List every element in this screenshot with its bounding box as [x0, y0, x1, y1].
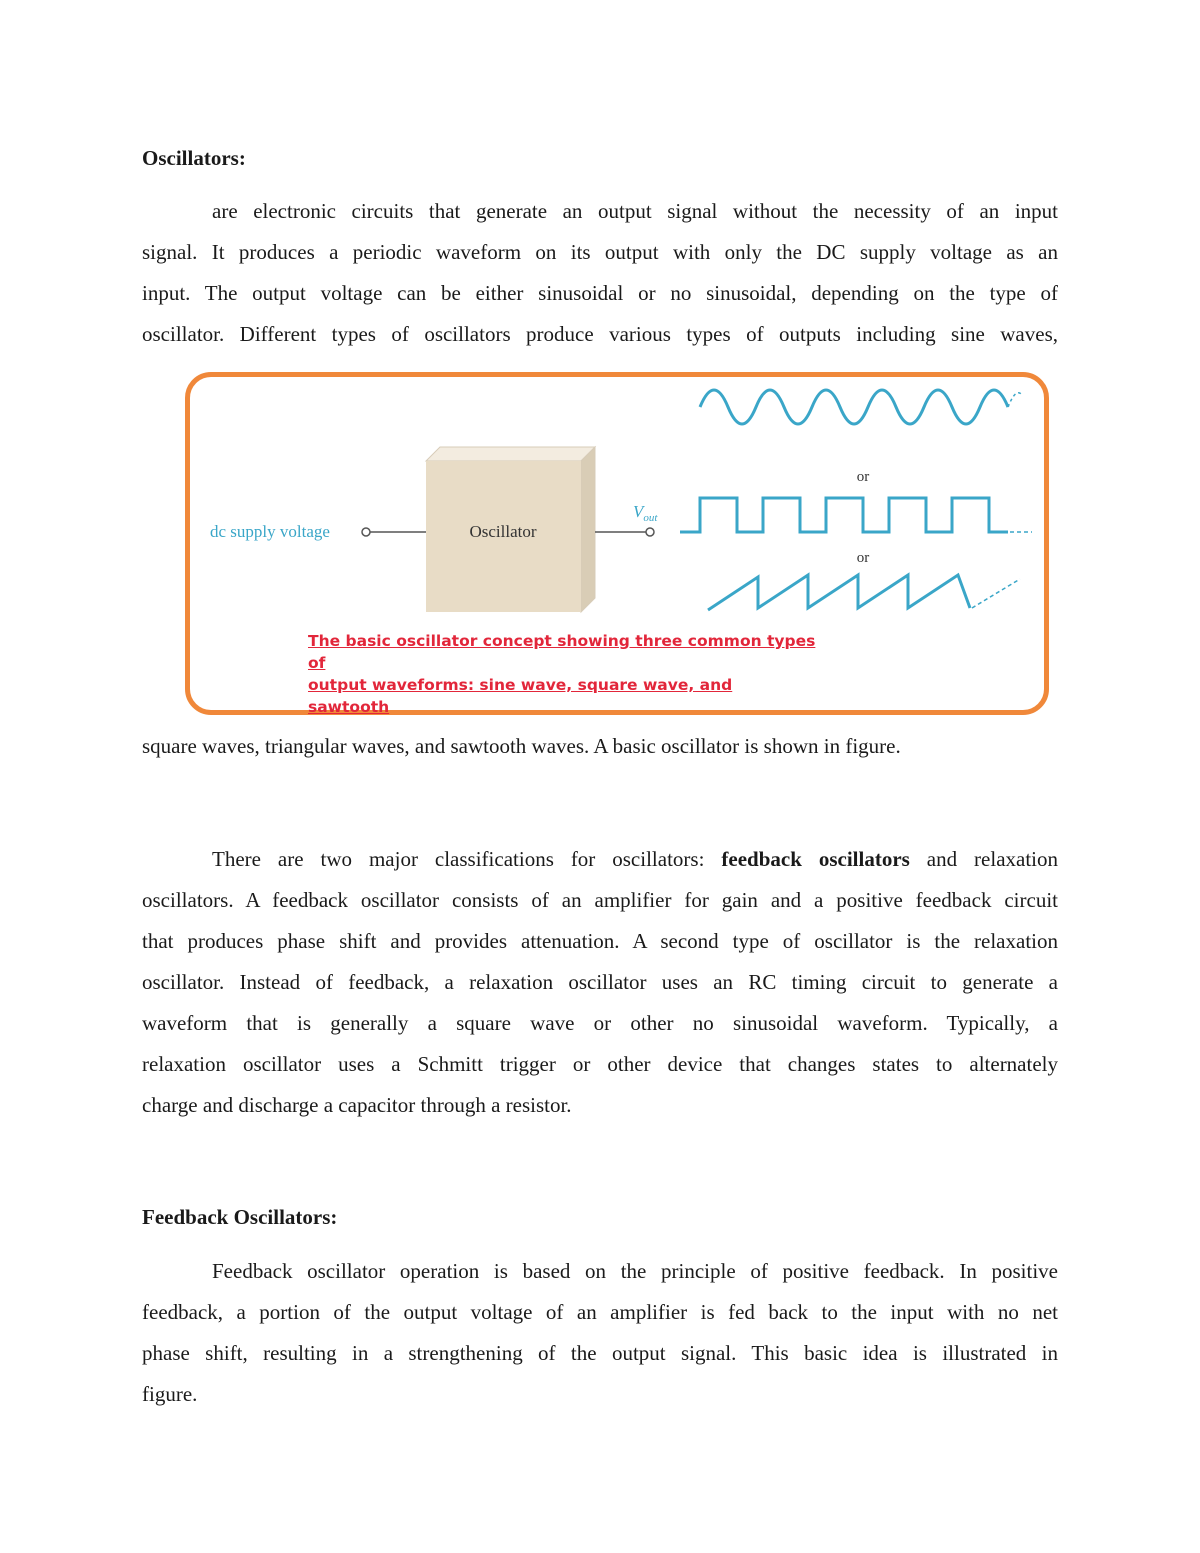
vout-label: $V_{out}$	[633, 502, 658, 524]
text-line: phase shift, resulting in a strengthening of the output signal. This basic idea is illustrated in	[142, 1341, 1058, 1365]
block-side-face	[581, 447, 595, 612]
or-label-2: or	[856, 550, 870, 566]
caption-line: output waveforms: sine wave, square wave, and	[308, 676, 733, 694]
feedback-paragraph	[142, 1251, 1058, 1415]
text-fragment: There are two major classifications for oscillators:	[212, 847, 722, 871]
intro-paragraph	[142, 191, 1058, 355]
text-line: signal. It produces a periodic waveform on its output with only the DC supply voltage as an	[142, 240, 1058, 264]
classification-paragraph	[142, 839, 1058, 1126]
text-line: that produces phase shift and provides attenuation. A second type of oscillator is the relaxation	[142, 929, 1058, 953]
oscillator-figure	[185, 372, 1049, 715]
sine-waveform	[700, 390, 1008, 424]
caption-line: The basic oscillator concept showing three common types of	[308, 632, 816, 672]
sine-continuation	[1008, 393, 1022, 407]
text-line: relaxation oscillator uses a Schmitt trigger or other device that changes states to alternately	[142, 1052, 1058, 1076]
text-line: charge and discharge a capacitor through a resistor.	[142, 1093, 572, 1117]
figure-caption	[308, 630, 828, 718]
text-line: are electronic circuits that generate an output signal without the necessity of an input	[212, 199, 1058, 223]
text-line: square waves, triangular waves, and sawtooth waves. A basic oscillator is shown in figure.	[142, 734, 901, 758]
caption-line: sawtooth	[308, 698, 390, 716]
text-line: oscillators. A feedback oscillator consists of an amplifier for gain and a positive feedback circuit	[142, 888, 1058, 912]
section-heading-oscillators: Oscillators:	[142, 146, 246, 170]
text-line: oscillator. Instead of feedback, a relaxation oscillator uses an RC timing circuit to generate a	[142, 970, 1058, 994]
text-line: feedback, a portion of the output voltage of an amplifier is fed back to the input with no net	[142, 1300, 1058, 1324]
sawtooth-continuation	[972, 579, 1020, 608]
sawtooth-waveform	[708, 575, 970, 610]
text-line	[142, 839, 1058, 880]
intro-paragraph-tail	[142, 726, 1058, 767]
feedback-oscillators-keyword: feedback oscillators	[721, 847, 910, 871]
or-label-1: or	[856, 469, 870, 485]
block-top-face	[426, 447, 595, 461]
input-terminal	[362, 528, 370, 536]
text-line: oscillator. Different types of oscillators produce various types of outputs including sine waves,	[142, 322, 1058, 346]
output-terminal	[646, 528, 654, 536]
dc-supply-label: dc supply voltage	[210, 522, 330, 541]
oscillator-label: Oscillator	[469, 522, 537, 541]
text-line: Feedback oscillator operation is based on the principle of positive feedback. In positive	[212, 1259, 1058, 1283]
text-fragment: and relaxation	[909, 847, 1059, 871]
section-heading-feedback-oscillators: Feedback Oscillators:	[142, 1205, 338, 1229]
square-waveform	[680, 498, 1008, 532]
text-line: waveform that is generally a square wave or other no sinusoidal waveform. Typically, a	[142, 1011, 1058, 1035]
text-line: figure.	[142, 1382, 198, 1406]
text-line: input. The output voltage can be either sinusoidal or no sinusoidal, depending on the type of	[142, 281, 1058, 305]
